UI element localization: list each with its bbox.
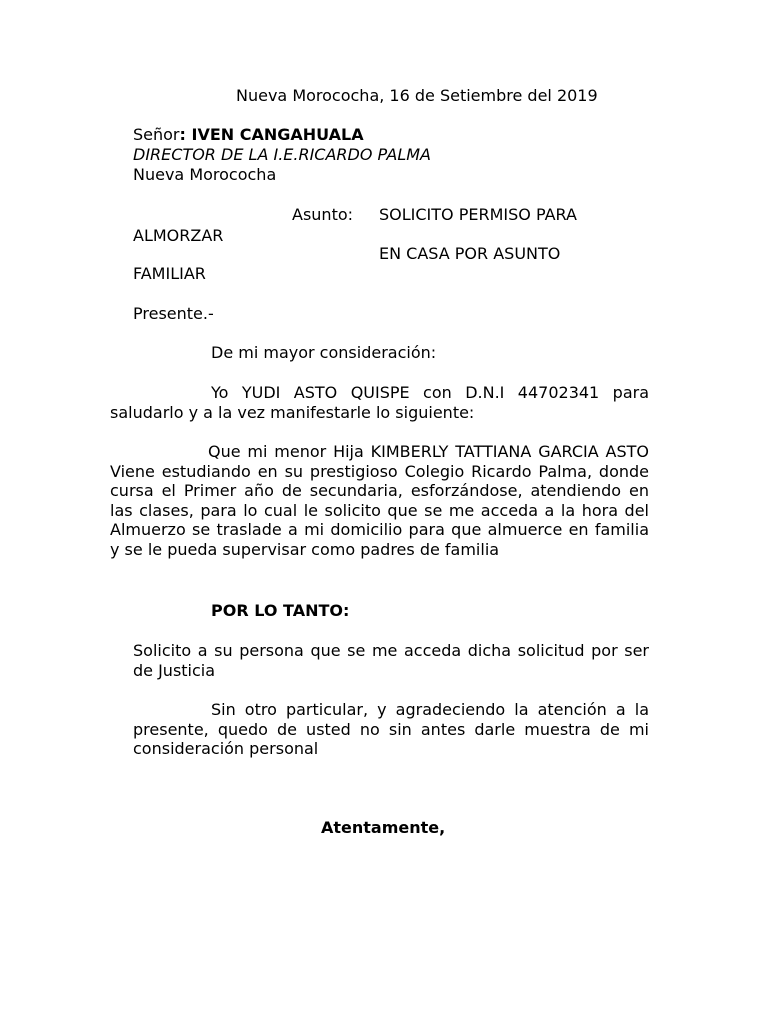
salutation-prefix: Señor bbox=[133, 125, 180, 144]
request-paragraph: Solicito a su persona que se me acceda dicha solicitud por ser de Justicia bbox=[133, 641, 649, 680]
subject-line1-wrap: ALMORZAR bbox=[133, 226, 224, 245]
main-paragraph: Que mi menor Hija KIMBERLY TATTIANA GARCIA ASTO Viene estudiando en su prestigioso Colegio Ricardo Palma, donde cursa el Primer año de secundaria, esforzándose, atendiendo en las clases, para lo cual le solicito que se me acceda a la hora del Almuerzo se traslade a mi domicilio para que almuerce en familia y se le pueda supervisar como padres de familia bbox=[110, 442, 649, 559]
recipient-line bbox=[133, 125, 364, 145]
recipient-city: Nueva Morococha bbox=[133, 165, 277, 184]
subject-line2: EN CASA POR ASUNTO bbox=[379, 244, 561, 263]
por-lo-tanto-heading: POR LO TANTO: bbox=[211, 601, 350, 620]
place-date: Nueva Morococha, 16 de Setiembre del 2019 bbox=[236, 86, 598, 105]
greeting: De mi mayor consideración: bbox=[211, 343, 437, 362]
recipient-name: : IVEN CANGAHUALA bbox=[179, 125, 364, 144]
closing-paragraph: Sin otro particular, y agradeciendo la atención a la presente, quedo de usted no sin antes darle muestra de mi consideración personal bbox=[133, 700, 649, 759]
subject-label: Asunto: bbox=[292, 205, 354, 224]
recipient-position: DIRECTOR DE LA I.E.RICARDO PALMA bbox=[133, 145, 431, 164]
presente: Presente.- bbox=[133, 304, 214, 323]
subject-line1: SOLICITO PERMISO PARA bbox=[379, 205, 577, 224]
subject-line2-wrap: FAMILIAR bbox=[133, 264, 206, 283]
intro-paragraph: Yo YUDI ASTO QUISPE con D.N.I 44702341 para saludarlo y a la vez manifestarle lo siguiente: bbox=[110, 383, 649, 422]
sign-off: Atentamente, bbox=[321, 818, 446, 837]
